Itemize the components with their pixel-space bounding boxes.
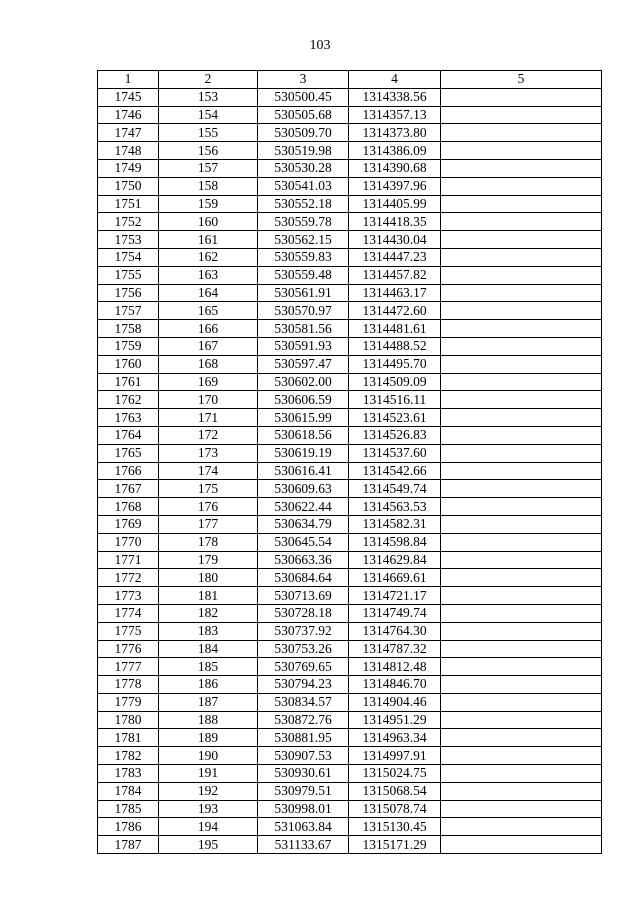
table-cell: 530591.93 — [258, 337, 349, 355]
table-cell: 155 — [159, 124, 258, 142]
table-cell — [441, 195, 602, 213]
table-cell: 1314563.53 — [349, 498, 441, 516]
table-row — [98, 355, 602, 373]
table-cell: 530562.15 — [258, 231, 349, 249]
table-cell: 1778 — [98, 676, 159, 694]
table-cell: 179 — [159, 551, 258, 569]
table-cell: 530609.63 — [258, 480, 349, 498]
table-cell — [441, 302, 602, 320]
table-row — [98, 320, 602, 338]
table-cell: 1314509.09 — [349, 373, 441, 391]
table-cell — [441, 818, 602, 836]
table-cell: 530500.45 — [258, 88, 349, 106]
table-cell: 175 — [159, 480, 258, 498]
table-cell — [441, 800, 602, 818]
table-cell: 530597.47 — [258, 355, 349, 373]
table-cell: 171 — [159, 409, 258, 427]
table-row — [98, 640, 602, 658]
table-cell: 530979.51 — [258, 782, 349, 800]
table-cell: 1773 — [98, 587, 159, 605]
table-cell: 530998.01 — [258, 800, 349, 818]
table-cell — [441, 177, 602, 195]
table-cell: 1769 — [98, 515, 159, 533]
table-header — [98, 71, 602, 89]
coordinates-table — [97, 70, 602, 854]
table-cell: 1756 — [98, 284, 159, 302]
table-cell: 1315068.54 — [349, 782, 441, 800]
table-cell: 181 — [159, 587, 258, 605]
table-cell: 530616.41 — [258, 462, 349, 480]
table-cell: 1314904.46 — [349, 693, 441, 711]
table-cell: 530634.79 — [258, 515, 349, 533]
table-row — [98, 177, 602, 195]
table-cell: 1752 — [98, 213, 159, 231]
table-cell: 1754 — [98, 248, 159, 266]
table-cell: 172 — [159, 426, 258, 444]
table-cell — [441, 355, 602, 373]
table-row — [98, 569, 602, 587]
table-row — [98, 658, 602, 676]
table-cell — [441, 782, 602, 800]
table-cell: 530552.18 — [258, 195, 349, 213]
table-cell: 1314495.70 — [349, 355, 441, 373]
table-cell: 158 — [159, 177, 258, 195]
table-cell: 174 — [159, 462, 258, 480]
table-cell — [441, 711, 602, 729]
table-cell: 530615.99 — [258, 409, 349, 427]
table-cell: 1779 — [98, 693, 159, 711]
table-cell: 1314386.09 — [349, 142, 441, 160]
table-cell: 1314669.61 — [349, 569, 441, 587]
table-cell: 161 — [159, 231, 258, 249]
table-cell: 1787 — [98, 836, 159, 854]
table-cell: 1314481.61 — [349, 320, 441, 338]
table-cell: 1314598.84 — [349, 533, 441, 551]
table-row — [98, 676, 602, 694]
table-cell — [441, 88, 602, 106]
table-cell — [441, 391, 602, 409]
table-cell: 530559.78 — [258, 213, 349, 231]
table-cell: 1314373.80 — [349, 124, 441, 142]
table-cell: 1760 — [98, 355, 159, 373]
table-cell: 1772 — [98, 569, 159, 587]
table-cell: 1314523.61 — [349, 409, 441, 427]
table-cell: 1314472.60 — [349, 302, 441, 320]
table-cell: 1750 — [98, 177, 159, 195]
table-row — [98, 231, 602, 249]
table-cell — [441, 836, 602, 854]
table-cell: 530606.59 — [258, 391, 349, 409]
table-cell: 176 — [159, 498, 258, 516]
table-cell: 1746 — [98, 106, 159, 124]
table-cell: 1314549.74 — [349, 480, 441, 498]
table-row — [98, 800, 602, 818]
table-cell — [441, 533, 602, 551]
table-cell: 530684.64 — [258, 569, 349, 587]
table-cell: 1780 — [98, 711, 159, 729]
table-cell: 182 — [159, 604, 258, 622]
table-cell: 1764 — [98, 426, 159, 444]
table-cell: 1751 — [98, 195, 159, 213]
table-cell: 530907.53 — [258, 747, 349, 765]
table-row — [98, 693, 602, 711]
table-row — [98, 622, 602, 640]
table-cell: 530559.48 — [258, 266, 349, 284]
table-row — [98, 551, 602, 569]
table-cell: 1314338.56 — [349, 88, 441, 106]
table-cell — [441, 462, 602, 480]
table-cell — [441, 765, 602, 783]
table-cell: 530737.92 — [258, 622, 349, 640]
table-cell — [441, 515, 602, 533]
table-cell: 1759 — [98, 337, 159, 355]
table-cell: 530881.95 — [258, 729, 349, 747]
table-cell: 530541.03 — [258, 177, 349, 195]
table-cell: 178 — [159, 533, 258, 551]
table-cell: 1781 — [98, 729, 159, 747]
table-cell: 1776 — [98, 640, 159, 658]
table-row — [98, 391, 602, 409]
header-cell: 2 — [159, 71, 258, 89]
table-cell: 1783 — [98, 765, 159, 783]
table-row — [98, 284, 602, 302]
table-cell: 163 — [159, 266, 258, 284]
table-cell: 169 — [159, 373, 258, 391]
table-cell — [441, 248, 602, 266]
table-cell: 1314430.04 — [349, 231, 441, 249]
table-cell: 1314787.32 — [349, 640, 441, 658]
table-body — [98, 88, 602, 853]
table-cell: 1314749.74 — [349, 604, 441, 622]
table-cell — [441, 640, 602, 658]
table-cell: 1749 — [98, 159, 159, 177]
table-row — [98, 337, 602, 355]
table-cell: 1777 — [98, 658, 159, 676]
table-cell: 186 — [159, 676, 258, 694]
table-cell: 530561.91 — [258, 284, 349, 302]
table-row — [98, 515, 602, 533]
table-cell — [441, 337, 602, 355]
table-cell: 1786 — [98, 818, 159, 836]
table-cell: 1768 — [98, 498, 159, 516]
table-cell: 531063.84 — [258, 818, 349, 836]
table-cell — [441, 213, 602, 231]
table-cell: 187 — [159, 693, 258, 711]
table-cell: 1758 — [98, 320, 159, 338]
table-cell: 530930.61 — [258, 765, 349, 783]
table-cell: 164 — [159, 284, 258, 302]
table-cell: 173 — [159, 444, 258, 462]
table-cell: 193 — [159, 800, 258, 818]
table-cell: 1774 — [98, 604, 159, 622]
table-cell: 1314542.66 — [349, 462, 441, 480]
table-cell: 1314418.35 — [349, 213, 441, 231]
table-cell: 167 — [159, 337, 258, 355]
table-cell: 1784 — [98, 782, 159, 800]
table-cell — [441, 266, 602, 284]
table-cell: 1747 — [98, 124, 159, 142]
table-cell — [441, 159, 602, 177]
table-cell: 530622.44 — [258, 498, 349, 516]
table-row — [98, 444, 602, 462]
table-row — [98, 462, 602, 480]
table-cell: 183 — [159, 622, 258, 640]
table-cell: 189 — [159, 729, 258, 747]
table-row — [98, 248, 602, 266]
table-cell: 1753 — [98, 231, 159, 249]
table-cell: 185 — [159, 658, 258, 676]
table-cell: 159 — [159, 195, 258, 213]
table-cell: 1767 — [98, 480, 159, 498]
table-cell: 1314488.52 — [349, 337, 441, 355]
table-cell: 1315024.75 — [349, 765, 441, 783]
table-row — [98, 498, 602, 516]
table-cell: 1314457.82 — [349, 266, 441, 284]
table-row — [98, 266, 602, 284]
table-cell: 194 — [159, 818, 258, 836]
table-cell: 530753.26 — [258, 640, 349, 658]
table-cell: 188 — [159, 711, 258, 729]
table-row — [98, 836, 602, 854]
table-cell — [441, 142, 602, 160]
header-row — [98, 71, 602, 89]
table-cell: 1763 — [98, 409, 159, 427]
table-cell: 530663.36 — [258, 551, 349, 569]
table-row — [98, 302, 602, 320]
table-cell — [441, 747, 602, 765]
table-row — [98, 604, 602, 622]
table-cell — [441, 622, 602, 640]
table-cell — [441, 551, 602, 569]
table-cell: 530834.57 — [258, 693, 349, 711]
table-cell: 1314405.99 — [349, 195, 441, 213]
table-cell: 195 — [159, 836, 258, 854]
table-cell: 1782 — [98, 747, 159, 765]
table-cell: 530530.28 — [258, 159, 349, 177]
table-cell — [441, 569, 602, 587]
table-cell: 1315130.45 — [349, 818, 441, 836]
table-cell: 530618.56 — [258, 426, 349, 444]
table-cell: 184 — [159, 640, 258, 658]
table-cell: 156 — [159, 142, 258, 160]
table-cell — [441, 604, 602, 622]
table-row — [98, 426, 602, 444]
table-cell: 1785 — [98, 800, 159, 818]
table-cell: 530570.97 — [258, 302, 349, 320]
table-cell — [441, 124, 602, 142]
table-cell: 1770 — [98, 533, 159, 551]
table-cell: 1314463.17 — [349, 284, 441, 302]
table-cell: 1757 — [98, 302, 159, 320]
table-cell: 1771 — [98, 551, 159, 569]
table-cell: 180 — [159, 569, 258, 587]
table-cell — [441, 658, 602, 676]
table-cell: 168 — [159, 355, 258, 373]
table-cell: 530713.69 — [258, 587, 349, 605]
table-cell: 1314629.84 — [349, 551, 441, 569]
table-cell: 1314764.30 — [349, 622, 441, 640]
table-cell: 191 — [159, 765, 258, 783]
table-cell: 1314997.91 — [349, 747, 441, 765]
table-cell: 1765 — [98, 444, 159, 462]
table-cell: 1314951.29 — [349, 711, 441, 729]
table-cell — [441, 409, 602, 427]
table-row — [98, 765, 602, 783]
table-cell: 1775 — [98, 622, 159, 640]
table-cell — [441, 320, 602, 338]
table-cell — [441, 231, 602, 249]
table-cell: 166 — [159, 320, 258, 338]
table-cell: 530509.70 — [258, 124, 349, 142]
table-cell: 530728.18 — [258, 604, 349, 622]
table-cell — [441, 106, 602, 124]
table-cell: 192 — [159, 782, 258, 800]
table-cell: 165 — [159, 302, 258, 320]
table-cell: 1314447.23 — [349, 248, 441, 266]
table-cell: 1314516.11 — [349, 391, 441, 409]
table-row — [98, 480, 602, 498]
table-row — [98, 124, 602, 142]
header-cell: 1 — [98, 71, 159, 89]
table-cell: 160 — [159, 213, 258, 231]
table-cell: 1314537.60 — [349, 444, 441, 462]
table-cell: 1314846.70 — [349, 676, 441, 694]
table-cell: 153 — [159, 88, 258, 106]
table-row — [98, 782, 602, 800]
table-row — [98, 159, 602, 177]
table-cell: 530619.19 — [258, 444, 349, 462]
table-cell: 177 — [159, 515, 258, 533]
table-cell: 154 — [159, 106, 258, 124]
page-number: 103 — [309, 38, 331, 53]
table-cell: 530872.76 — [258, 711, 349, 729]
header-cell: 3 — [258, 71, 349, 89]
table-row — [98, 142, 602, 160]
table-cell: 530602.00 — [258, 373, 349, 391]
table-cell: 530794.23 — [258, 676, 349, 694]
table-cell: 1315078.74 — [349, 800, 441, 818]
table-row — [98, 373, 602, 391]
table-cell — [441, 426, 602, 444]
table-cell: 1315171.29 — [349, 836, 441, 854]
table-row — [98, 106, 602, 124]
table-row — [98, 88, 602, 106]
table-cell — [441, 693, 602, 711]
table-cell: 190 — [159, 747, 258, 765]
table-cell — [441, 480, 602, 498]
table-cell: 1314390.68 — [349, 159, 441, 177]
table-row — [98, 195, 602, 213]
table-cell: 1314397.96 — [349, 177, 441, 195]
table-cell — [441, 498, 602, 516]
table-cell: 530645.54 — [258, 533, 349, 551]
table-row — [98, 729, 602, 747]
table-cell: 162 — [159, 248, 258, 266]
table-cell: 1745 — [98, 88, 159, 106]
table-cell: 530559.83 — [258, 248, 349, 266]
table-cell: 157 — [159, 159, 258, 177]
table-row — [98, 409, 602, 427]
table-cell — [441, 676, 602, 694]
table-cell: 1748 — [98, 142, 159, 160]
table-cell: 1314721.17 — [349, 587, 441, 605]
header-cell: 4 — [349, 71, 441, 89]
table-cell: 1755 — [98, 266, 159, 284]
table-cell — [441, 444, 602, 462]
table-cell — [441, 373, 602, 391]
table-cell — [441, 729, 602, 747]
table-row — [98, 213, 602, 231]
table-cell: 531133.67 — [258, 836, 349, 854]
table-row — [98, 711, 602, 729]
table-cell: 530581.56 — [258, 320, 349, 338]
table-cell: 1314357.13 — [349, 106, 441, 124]
table-row — [98, 818, 602, 836]
table-cell: 1314582.31 — [349, 515, 441, 533]
table-cell: 530519.98 — [258, 142, 349, 160]
table-cell: 530769.65 — [258, 658, 349, 676]
table-cell: 1762 — [98, 391, 159, 409]
table-row — [98, 747, 602, 765]
table-cell: 530505.68 — [258, 106, 349, 124]
table-cell — [441, 284, 602, 302]
header-cell: 5 — [441, 71, 602, 89]
table-cell: 170 — [159, 391, 258, 409]
table-cell — [441, 587, 602, 605]
table-cell: 1314526.83 — [349, 426, 441, 444]
table-row — [98, 533, 602, 551]
table-cell: 1314963.34 — [349, 729, 441, 747]
table-cell: 1761 — [98, 373, 159, 391]
table-cell: 1766 — [98, 462, 159, 480]
table-row — [98, 587, 602, 605]
table-cell: 1314812.48 — [349, 658, 441, 676]
